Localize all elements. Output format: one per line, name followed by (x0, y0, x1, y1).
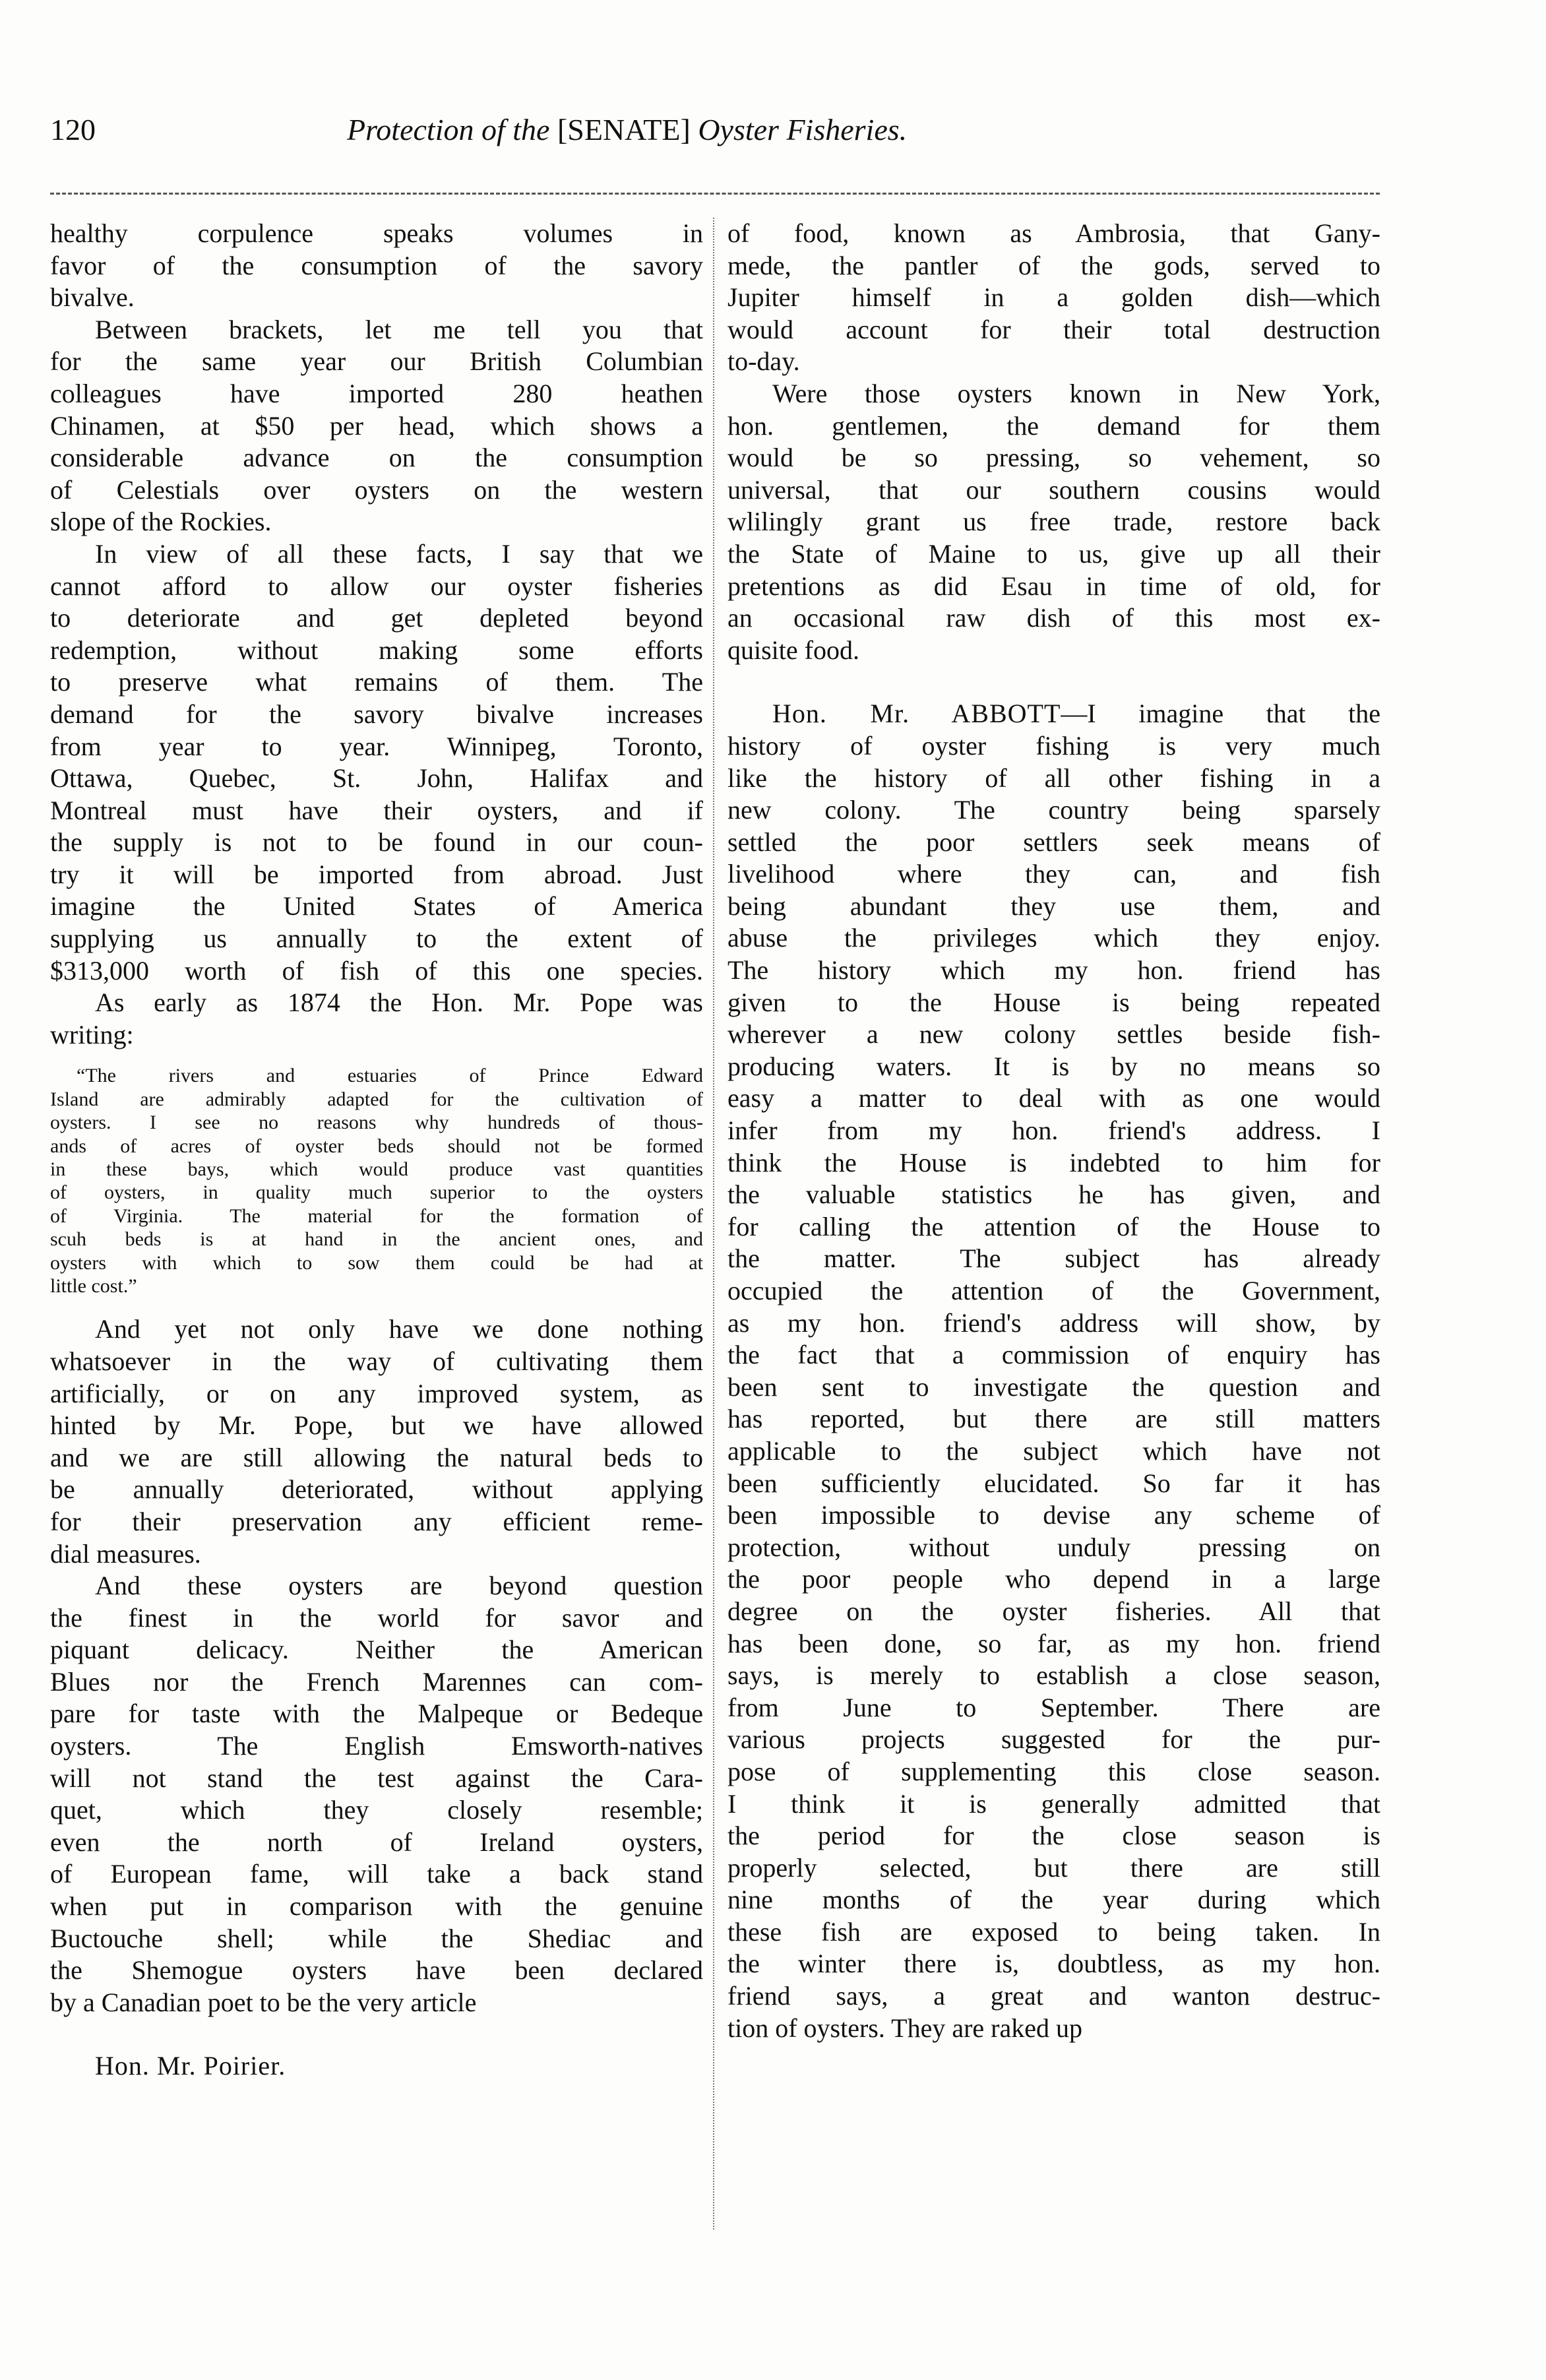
text-line: slope of the Rockies. (50, 507, 272, 537)
text-line: the Shemogue oysters have been declared (50, 1955, 703, 1986)
text-line: As early as 1874 the Hon. Mr. Pope was (95, 987, 703, 1018)
text-line: Buctouche shell; while the Shediac and (50, 1923, 703, 1953)
text-line: being abundant they use them, and (727, 891, 1380, 921)
text-line: pretentions as did Esau in time of old, for (727, 571, 1380, 601)
text-line: says, is merely to establish a close season, (727, 1660, 1380, 1691)
quote-line: oysters with which to sow them could be had at (50, 1251, 703, 1274)
text-line: applicable to the subject which have not (727, 1435, 1380, 1466)
text-line: settled the poor settlers seek means of (727, 827, 1380, 857)
text-line: supplying us annually to the extent of (50, 924, 703, 954)
text-line: the valuable statistics he has given, and (727, 1179, 1380, 1210)
text-line: the finest in the world for savor and (50, 1602, 703, 1633)
text-line: been impossible to devise any scheme of (727, 1500, 1380, 1530)
text-line: been sufficiently elucidated. So far it has (727, 1468, 1380, 1498)
title-senate: [SENATE] (557, 113, 691, 146)
quote-line: little cost.” (50, 1274, 137, 1297)
text-line: wherever a new colony settles beside fish- (727, 1019, 1380, 1049)
text-line: of European fame, will take a back stand (50, 1859, 703, 1889)
text-line: Chinamen, at $50 per head, which shows a (50, 410, 703, 441)
left-column (50, 218, 703, 2082)
text-line: Blues nor the French Marennes can com- (50, 1666, 703, 1697)
text-line: livelihood where they can, and fish (727, 859, 1380, 889)
text-line: wlilingly grant us free trade, restore back (727, 507, 1380, 537)
text-line: hon. gentlemen, the demand for them (727, 410, 1380, 441)
quote-line: oysters. I see no reasons why hundreds of thous- (50, 1112, 703, 1134)
text-line: imagine the United States of America (50, 891, 703, 922)
text-line: In view of all these facts, I say that we (95, 538, 703, 569)
text-line: nine months of the year during which (727, 1885, 1380, 1915)
running-header (50, 112, 1448, 158)
text-line: And yet not only have we done nothing (95, 1314, 703, 1344)
text-line: like the history of all other fishing in a (727, 763, 1380, 793)
text-line: tion of oysters. They are raked up (727, 2013, 1082, 2043)
header-rule (50, 193, 1380, 195)
text-line: artificially, or on any improved system, as (50, 1378, 703, 1408)
text-line: try it will be imported from abroad. Just (50, 859, 703, 889)
right-paragraphs (727, 218, 1380, 666)
text-line: pose of supplementing this close season. (727, 1756, 1380, 1786)
text-line: Jupiter himself in a golden dish—which (727, 282, 1380, 313)
text-line: even the north of Ireland oysters, (50, 1827, 703, 1857)
text-line: to preserve what remains of them. The (50, 667, 703, 697)
text-line: these fish are exposed to being taken. In (727, 1916, 1380, 1947)
text-line: producing waters. It is by no means so (727, 1051, 1380, 1081)
quote-line: of Virginia. The material for the formation of (50, 1205, 703, 1227)
text-line: whatsoever in the way of cultivating them (50, 1346, 703, 1376)
speaker-heading-poirier: Hon. Mr. Poirier. (95, 2051, 286, 2081)
text-line: from June to September. There are (727, 1692, 1380, 1722)
text-line: the matter. The subject has already (727, 1243, 1380, 1274)
text-line: healthy corpulence speaks volumes in (50, 218, 703, 248)
quote-line: in these bays, which would produce vast quantities (50, 1158, 703, 1180)
column-divider (713, 218, 714, 2230)
text-line: writing: (50, 1019, 134, 1049)
text-line: has been done, so far, as my hon. friend (727, 1628, 1380, 1658)
text-line: quet, which they closely resemble; (50, 1795, 703, 1825)
text-line: been sent to investigate the question and (727, 1371, 1380, 1402)
text-line: as my hon. friend's address will show, by (727, 1307, 1380, 1338)
section-gap (50, 2019, 703, 2050)
text-line: by a Canadian poet to be the very article (50, 1987, 477, 2017)
text-line: to deteriorate and get depleted beyond (50, 603, 703, 633)
text-line: piquant delicacy. Neither the American (50, 1635, 703, 1665)
text-line: for their preservation any efficient reme- (50, 1506, 703, 1536)
text-line: history of oyster fishing is very much (727, 730, 1380, 761)
text-line: redemption, without making some efforts (50, 635, 703, 665)
text-line: properly selected, but there are still (727, 1852, 1380, 1883)
text-line: quisite food. (727, 635, 859, 665)
text-line: various projects suggested for the pur- (727, 1724, 1380, 1755)
quote-line: ands of acres of oyster beds should not be formed (50, 1135, 703, 1157)
text-line: The history which my hon. friend has (727, 955, 1380, 986)
text-line: I think it is generally admitted that (727, 1788, 1380, 1819)
text-line: think the House is indebted to him for (727, 1147, 1380, 1177)
title-part-3: Oyster Fisheries. (698, 113, 908, 146)
speaker-name-abbott: Hon. Mr. ABBOTT (772, 699, 1061, 729)
speaker-line-abbott (727, 698, 1380, 730)
text-line: new colony. The country being sparsely (727, 795, 1380, 825)
text-line: has reported, but there are still matters (727, 1404, 1380, 1434)
text-line: pare for taste with the Malpeque or Bedeque (50, 1699, 703, 1729)
text-line: dial measures. (50, 1538, 201, 1569)
section-gap (727, 666, 1380, 698)
text-line: Ottawa, Quebec, St. John, Halifax and (50, 763, 703, 794)
speaker-line-text: —I imagine that the (1061, 699, 1380, 729)
text-line: protection, without unduly pressing on (727, 1532, 1380, 1562)
text-line: mede, the pantler of the gods, served to (727, 250, 1380, 280)
text-line: would account for their total destruction (727, 314, 1380, 344)
text-line: an occasional raw dish of this most ex- (727, 603, 1380, 633)
text-line: the period for the close season is (727, 1821, 1380, 1851)
text-line: and we are still allowing the natural beds to (50, 1442, 703, 1472)
text-line: easy a matter to deal with as one would (727, 1083, 1380, 1113)
running-title (347, 112, 907, 147)
text-line: for the same year our British Columbian (50, 346, 703, 377)
text-line: the fact that a commission of enquiry has (727, 1340, 1380, 1370)
page-number: 120 (50, 113, 96, 146)
text-line: demand for the savory bivalve increases (50, 699, 703, 729)
text-line: will not stand the test against the Cara- (50, 1763, 703, 1793)
text-line: of Celestials over oysters on the western (50, 474, 703, 505)
pope-quotation (50, 1051, 703, 1313)
quote-line: scuh beds is at hand in the ancient ones, and (50, 1228, 703, 1251)
text-line: friend says, a great and wanton destruc- (727, 1981, 1380, 2011)
text-line: degree on the oyster fisheries. All that (727, 1596, 1380, 1626)
quote-line: “The rivers and estuaries of Prince Edward (77, 1065, 703, 1087)
text-line: the State of Maine to us, give up all their (727, 538, 1380, 569)
title-part-1: Protection of the (347, 113, 550, 146)
text-line: $313,000 worth of fish of this one species. (50, 955, 703, 986)
text-line: Montreal must have their oysters, and if (50, 795, 703, 825)
text-line: occupied the attention of the Government, (727, 1276, 1380, 1305)
text-line: considerable advance on the consumption (50, 443, 703, 473)
text-line: universal, that our southern cousins would (727, 474, 1380, 505)
right-paragraphs-continued (727, 730, 1380, 2044)
quote-line: of oysters, in quality much superior to the oysters (50, 1181, 703, 1204)
text-line: abuse the privileges which they enjoy. (727, 923, 1380, 953)
text-line: cannot afford to allow our oyster fisheries (50, 571, 703, 601)
text-line: bivalve. (50, 282, 135, 313)
text-line: the poor people who depend in a large (727, 1564, 1380, 1594)
text-line: And these oysters are beyond question (95, 1571, 703, 1601)
text-line: when put in comparison with the genuine (50, 1891, 703, 1922)
text-line: favor of the consumption of the savory (50, 250, 703, 280)
text-line: the supply is not to be found in our coun- (50, 827, 703, 858)
text-line: Were those oysters known in New York, (772, 378, 1380, 408)
text-line: from year to year. Winnipeg, Toronto, (50, 731, 703, 761)
left-paragraphs (50, 218, 703, 1051)
text-line: colleagues have imported 280 heathen (50, 378, 703, 408)
text-line: Between brackets, let me tell you that (95, 314, 703, 344)
left-paragraphs-continued (50, 1313, 703, 2019)
text-line: to-day. (727, 346, 800, 377)
text-line: for calling the attention of the House to (727, 1211, 1380, 1241)
text-line: infer from my hon. friend's address. I (727, 1115, 1380, 1146)
text-line: would be so pressing, so vehement, so (727, 443, 1380, 473)
text-line: oysters. The English Emsworth-natives (50, 1731, 703, 1761)
text-line: hinted by Mr. Pope, but we have allowed (50, 1410, 703, 1441)
text-line: the winter there is, doubtless, as my hon. (727, 1949, 1380, 1979)
text-line: given to the House is being repeated (727, 987, 1380, 1017)
text-line: of food, known as Ambrosia, that Gany- (727, 218, 1380, 248)
quote-line: Island are admirably adapted for the cultivation of (50, 1088, 703, 1110)
right-column (727, 218, 1380, 2044)
text-line: be annually deteriorated, without applying (50, 1474, 703, 1505)
